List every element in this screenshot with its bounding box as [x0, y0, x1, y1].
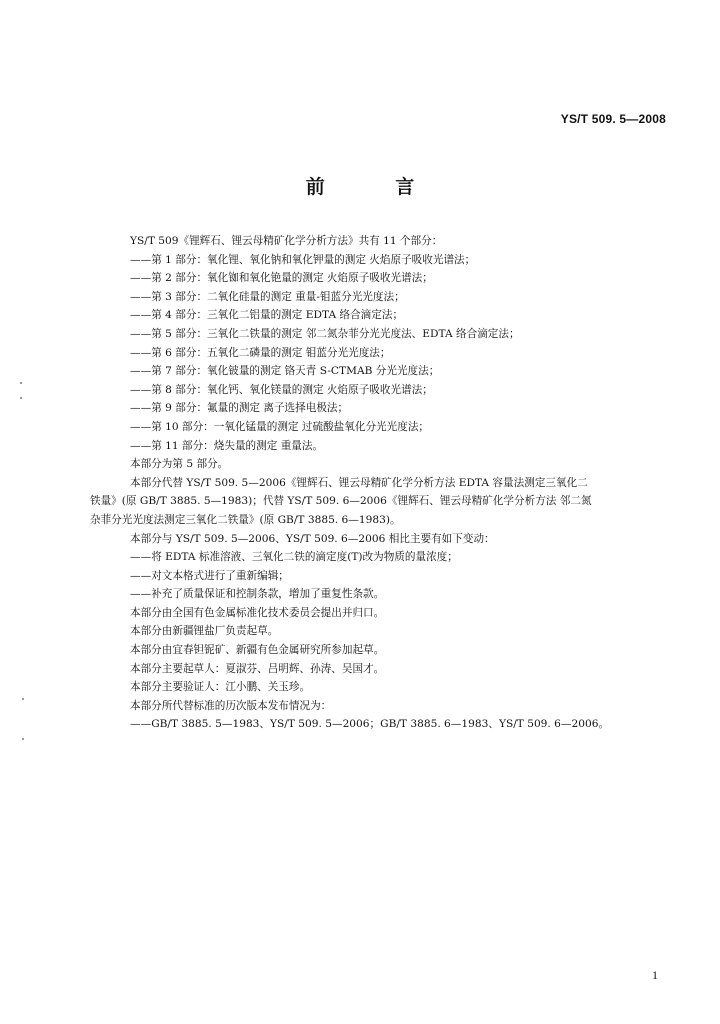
part-item: ——第 10 部分：一氧化锰量的测定 过硫酸盐氧化分光光度法；: [130, 420, 430, 433]
page-title: 前 言: [305, 176, 447, 198]
part-item: ——第 5 部分：三氧化二铁量的测定 邻二氮杂菲分光光度法、EDTA 络合滴定法；: [130, 327, 520, 340]
part-item: ——第 9 部分：氟量的测定 离子选择电极法；: [130, 402, 349, 415]
intro-paragraph: YS/T 509《锂辉石、锂云母精矿化学分析方法》共有 11 个部分：: [130, 235, 443, 247]
part-item: ——第 11 部分：烧失量的测定 重量法。: [130, 439, 324, 452]
note-paragraph: 本部分由宜春钽铌矿、新疆有色金属研究所参加起草。: [130, 644, 385, 657]
changes-intro-paragraph: 本部分与 YS/T 509. 5—2006、YS/T 509. 6—2006 相比主要有如下变动：: [130, 532, 495, 545]
note-paragraph: 本部分由新疆锂盐厂负责起草。: [130, 625, 279, 638]
note-paragraph: 本部分所代替标准的历次版本发布情况为：: [130, 699, 332, 712]
replaces-paragraph-line: 杂菲分光光度法测定三氧化二铁量》(原 GB/T 3885. 6—1983)。: [90, 513, 401, 526]
history-item: ——GB/T 3885. 5—1983、YS/T 509. 5—2006；GB/T 3885. 6—1983、YS/T 509. 6—2006。: [130, 718, 610, 731]
note-paragraph: 本部分主要起草人：夏淑芬、吕明辉、孙涛、吴国才。: [130, 662, 385, 675]
scan-speck: [22, 738, 24, 740]
scan-speck: [22, 698, 24, 700]
part-item: ——第 1 部分：氧化锂、氧化钠和氧化钾量的测定 火焰原子吸收光谱法；: [130, 253, 476, 266]
change-item: ——补充了质量保证和控制条款，增加了重复性条款。: [130, 588, 385, 601]
change-item: ——将 EDTA 标准溶液、三氧化二铁的滴定度(T)改为物质的量浓度；: [130, 551, 458, 564]
document-code: YS/T 509. 5—2008: [560, 112, 666, 126]
part-item: ——第 3 部分：二氧化硅量的测定 重量-钼蓝分光光度法；: [130, 290, 405, 303]
scan-speck: [20, 397, 22, 399]
replaces-paragraph-line: 本部分代替 YS/T 509. 5—2006《锂辉石、锂云母精矿化学分析方法 EDTA 容量法测定三氧化二: [130, 476, 588, 489]
note-paragraph: 本部分由全国有色金属标准化技术委员会提出并归口。: [130, 606, 385, 619]
part-item: ——第 8 部分：氧化钙、氧化镁量的测定 火焰原子吸收光谱法；: [130, 383, 433, 396]
this-part-paragraph: 本部分为第 5 部分。: [130, 458, 229, 471]
change-item: ——对文本格式进行了重新编辑；: [130, 569, 289, 582]
foreword-body: [90, 232, 670, 734]
part-item: ——第 4 部分：三氧化二铝量的测定 EDTA 络合滴定法；: [130, 309, 404, 322]
part-item: ——第 7 部分：氧化铍量的测定 铬天青 S-CTMAB 分光光度法；: [130, 365, 440, 378]
replaces-paragraph-line: 铁量》(原 GB/T 3885. 5—1983)；代替 YS/T 509. 6—2006《锂辉石、锂云母精矿化学分析方法 邻二氮: [90, 495, 592, 508]
page-number: 1: [652, 968, 658, 982]
scan-speck: [20, 382, 22, 384]
part-item: ——第 6 部分：五氧化二磷量的测定 钼蓝分光光度法；: [130, 346, 391, 359]
note-paragraph: 本部分主要验证人：江小鹏、关玉珍。: [130, 681, 311, 694]
part-item: ——第 2 部分：氧化铷和氧化铯量的测定 火焰原子吸收光谱法；: [130, 272, 433, 285]
